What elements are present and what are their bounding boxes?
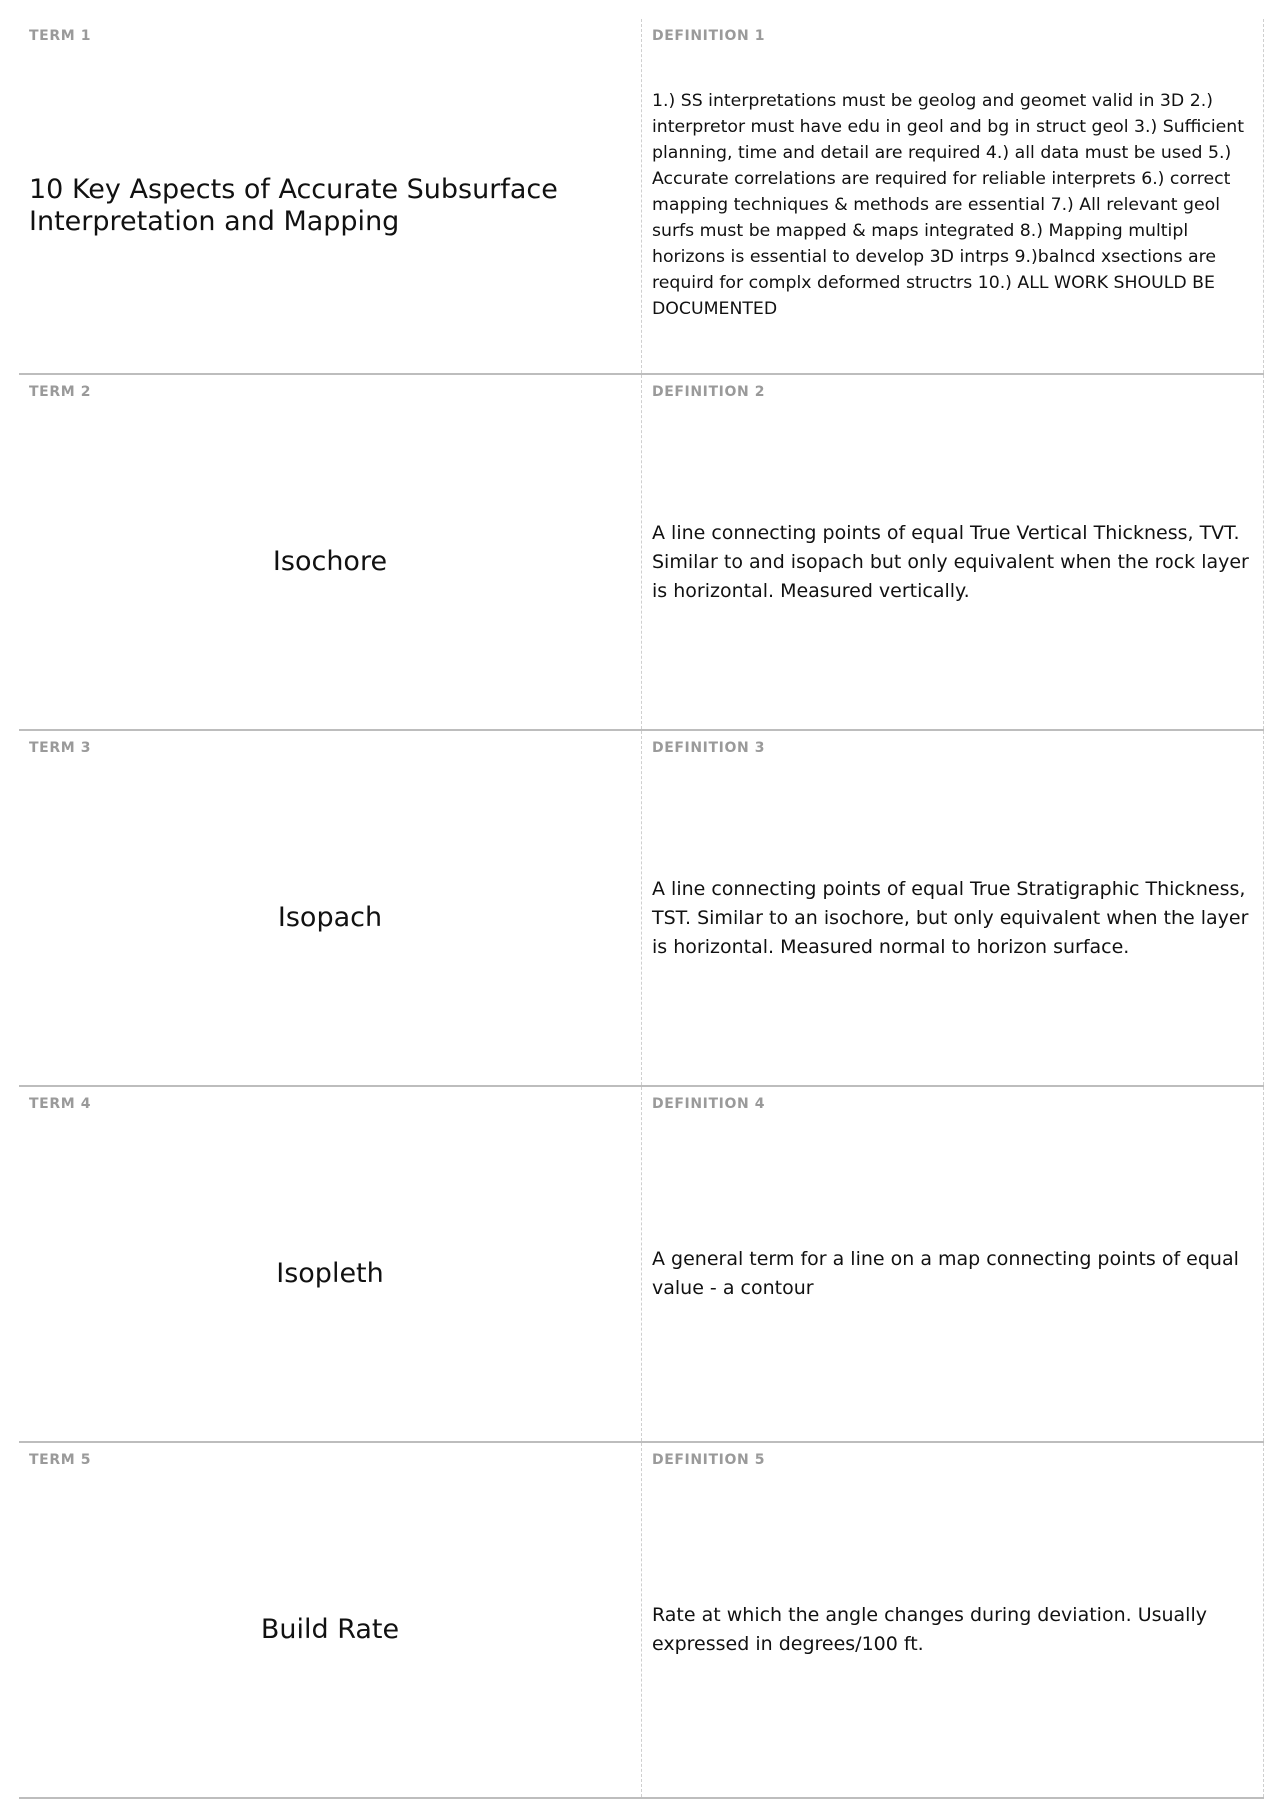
- definition-cell: [642, 1443, 1264, 1797]
- definition-body: [652, 401, 1253, 723]
- definition-cell: [642, 1087, 1264, 1441]
- definition-text: Rate at which the angle changes during deviation. Usually expressed in degrees/100 ft.: [652, 1604, 1207, 1655]
- flashcard-row-3: [19, 731, 1264, 1087]
- flashcard-row-1: [19, 19, 1264, 375]
- term-label: TERM 5: [29, 1452, 92, 1468]
- term-text: Isopach: [277, 902, 383, 933]
- term-body: [29, 757, 631, 1079]
- term-body: [29, 1469, 631, 1791]
- term-body: [29, 401, 631, 723]
- definition-cell: [642, 375, 1264, 729]
- term-label: TERM 3: [29, 740, 92, 756]
- flashcard-row-2: [19, 375, 1264, 731]
- definition-cell: [642, 19, 1264, 373]
- definition-text: A line connecting points of equal True Stratigraphic Thickness, TST. Similar to an isochore, but only equivalent when the layer is horizontal. Measured normal to horizon surface.: [652, 877, 1249, 958]
- definition-label: DEFINITION 4: [652, 1096, 766, 1112]
- definition-body: [652, 1113, 1253, 1435]
- definition-label: DEFINITION 5: [652, 1452, 766, 1468]
- definition-label: DEFINITION 3: [652, 740, 766, 756]
- definition-cell: [642, 731, 1264, 1085]
- term-cell: [19, 1087, 642, 1441]
- definition-body: [652, 1469, 1253, 1791]
- flashcard-row-4: [19, 1087, 1264, 1443]
- term-cell: [19, 731, 642, 1085]
- term-label: TERM 4: [29, 1096, 92, 1112]
- definition-text: A general term for a line on a map connecting points of equal value - a contour: [652, 1248, 1239, 1299]
- definition-body: [652, 757, 1253, 1079]
- term-text: Isopleth: [276, 1258, 384, 1289]
- term-body: [29, 1113, 631, 1435]
- term-cell: [19, 375, 642, 729]
- term-body: [29, 45, 631, 367]
- flashcard-sheet: [19, 19, 1264, 1799]
- definition-label: DEFINITION 2: [652, 384, 766, 400]
- term-label: TERM 2: [29, 384, 92, 400]
- term-text: Isochore: [272, 546, 388, 577]
- term-label: TERM 1: [29, 28, 92, 44]
- term-cell: [19, 19, 642, 373]
- term-text: 10 Key Aspects of Accurate Subsurface Interpretation and Mapping: [29, 174, 558, 237]
- definition-body: [652, 45, 1253, 367]
- definition-text: A line connecting points of equal True Vertical Thickness, TVT. Similar to and isopach but only equivalent when the rock layer is horizontal. Measured vertically.: [652, 521, 1249, 602]
- term-text: Build Rate: [260, 1614, 400, 1645]
- term-cell: [19, 1443, 642, 1797]
- definition-label: DEFINITION 1: [652, 28, 766, 44]
- flashcard-row-5: [19, 1443, 1264, 1799]
- definition-text: 1.) SS interpretations must be geolog and geomet valid in 3D 2.) interpretor must have edu in geol and bg in struct geol 3.) Sufficient planning, time and detail are required 4.) all data must be used 5.) Accurate correlations are required for reliable interprets 6.) correct mapping techniques & methods are essential 7.) All relevant geol surfs must be mapped & maps integrated 8.) Mapping multipl horizons is essential to develop 3D intrps 9.)balncd xsections are requird for complx deformed structrs 10.) ALL WORK SHOULD BE DOCUMENTED: [652, 91, 1245, 319]
